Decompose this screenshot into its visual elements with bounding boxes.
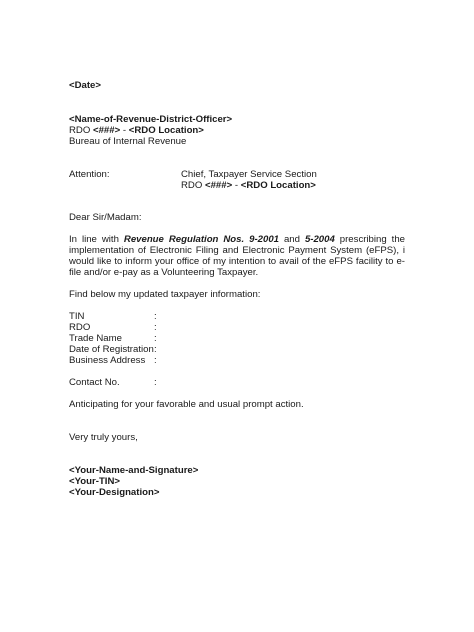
body-text: prescribing the implementation of Electronic Filing and Electronic Payment System (eFPS), i would like to inform your office of my intention to avail of the eFPS facility to e-file and/or e-pay as a Volunteering Taxpayer. <box>69 234 405 278</box>
recipient-rdo-line <box>69 125 204 136</box>
attention-rdo-line <box>181 180 316 191</box>
field-colon: : <box>154 344 157 355</box>
field-label-rdo: RDO <box>69 322 91 333</box>
regulation-ref: Revenue Regulation Nos. 9-2001 <box>123 234 279 245</box>
date-placeholder: <Date> <box>69 80 101 91</box>
attention-title: Chief, Taxpayer Service Section <box>181 169 317 180</box>
signature-tin: <Your-TIN> <box>69 476 120 487</box>
field-colon: : <box>154 355 157 366</box>
body-text: In line with <box>69 234 124 245</box>
field-colon: : <box>154 322 157 333</box>
closing-line: Anticipating for your favorable and usual prompt action. <box>69 399 304 410</box>
body-paragraph-2: Find below my updated taxpayer information: <box>69 289 261 300</box>
regulation-ref-2: 5-2004 <box>304 234 335 245</box>
signature-designation: <Your-Designation> <box>69 487 160 498</box>
field-label-contact-no: Contact No. <box>69 377 120 388</box>
rdo-code: <###> <box>92 125 121 136</box>
rdo-code: <###> <box>204 180 233 191</box>
field-label-tin: TIN <box>69 311 85 322</box>
body-text: and <box>279 234 305 245</box>
attention-label: Attention: <box>69 169 110 180</box>
field-label-business-address: Business Address <box>69 355 146 366</box>
rdo-prefix: RDO <box>181 180 205 191</box>
recipient-agency: Bureau of Internal Revenue <box>69 136 187 147</box>
rdo-separator: - <box>232 180 241 191</box>
rdo-prefix: RDO <box>69 125 93 136</box>
rdo-location: <RDO Location> <box>240 180 316 191</box>
field-label-date-of-registration: Date of Registration <box>69 344 154 355</box>
field-colon: : <box>154 333 157 344</box>
valediction: Very truly yours, <box>69 432 138 443</box>
salutation: Dear Sir/Madam: <box>69 212 142 223</box>
field-colon: : <box>154 311 157 322</box>
signature-name: <Your-Name-and-Signature> <box>69 465 199 476</box>
rdo-separator: - <box>120 125 129 136</box>
field-label-trade-name: Trade Name <box>69 333 122 344</box>
recipient-name: <Name-of-Revenue-District-Officer> <box>69 114 233 125</box>
body-paragraph-1 <box>69 234 405 278</box>
rdo-location: <RDO Location> <box>128 125 204 136</box>
field-colon: : <box>154 377 157 388</box>
